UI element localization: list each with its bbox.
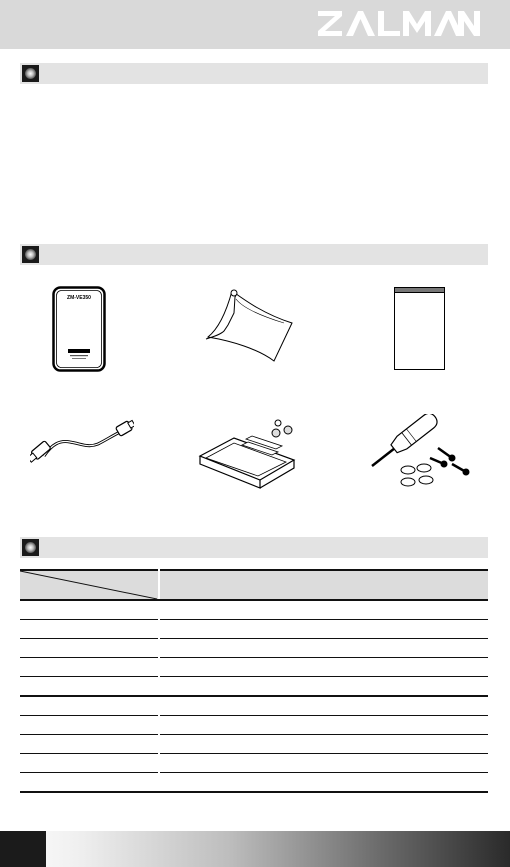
section-bar-3 — [20, 537, 488, 558]
table-row — [20, 754, 488, 773]
table-header-cell — [159, 570, 488, 600]
table-cell — [20, 600, 159, 620]
table-row — [20, 735, 488, 754]
table-row — [20, 773, 488, 793]
page-header — [0, 0, 510, 49]
table-cell — [159, 735, 488, 754]
table-cell — [159, 600, 488, 620]
page-footer — [0, 831, 510, 867]
enclosure-icon — [52, 286, 106, 377]
table-cell — [20, 620, 159, 639]
manual-icon — [394, 287, 445, 375]
table-cell — [20, 716, 159, 735]
table-row — [20, 600, 488, 620]
usb-cable-icon — [30, 418, 134, 475]
table-cell — [20, 754, 159, 773]
table-row — [20, 696, 488, 716]
table-cell — [159, 754, 488, 773]
table-cell — [159, 677, 488, 697]
table-cell — [20, 639, 159, 658]
table-row — [20, 658, 488, 677]
table-cell — [159, 696, 488, 716]
diagonal-line — [20, 571, 157, 599]
table-cell — [159, 716, 488, 735]
section-bullet-icon — [22, 65, 39, 82]
table-header-diagonal-cell — [20, 570, 159, 600]
table-cell — [159, 639, 488, 658]
table-cell — [20, 696, 159, 716]
table-cell — [20, 658, 159, 677]
section-bullet-icon — [22, 539, 39, 556]
table-cell — [159, 773, 488, 793]
section-bar-1 — [20, 63, 488, 84]
hdd-bracket-icon — [194, 418, 304, 497]
spec-table — [20, 569, 488, 793]
table-row — [20, 677, 488, 697]
table-cell — [159, 620, 488, 639]
page-number-tab — [0, 831, 46, 867]
zalman-logo — [318, 8, 480, 43]
table-row — [20, 639, 488, 658]
table-cell — [20, 773, 159, 793]
table-cell — [20, 677, 159, 697]
section-bar-2 — [20, 244, 488, 265]
table-row — [20, 620, 488, 639]
table-cell — [20, 735, 159, 754]
table-row — [20, 716, 488, 735]
screwdriver-screws-icon — [368, 414, 478, 501]
table-header-row — [20, 570, 488, 600]
enclosure-label: ZM-VE350 — [67, 295, 91, 301]
table-cell — [159, 658, 488, 677]
section-bullet-icon — [22, 246, 39, 263]
pouch-icon — [202, 285, 294, 368]
